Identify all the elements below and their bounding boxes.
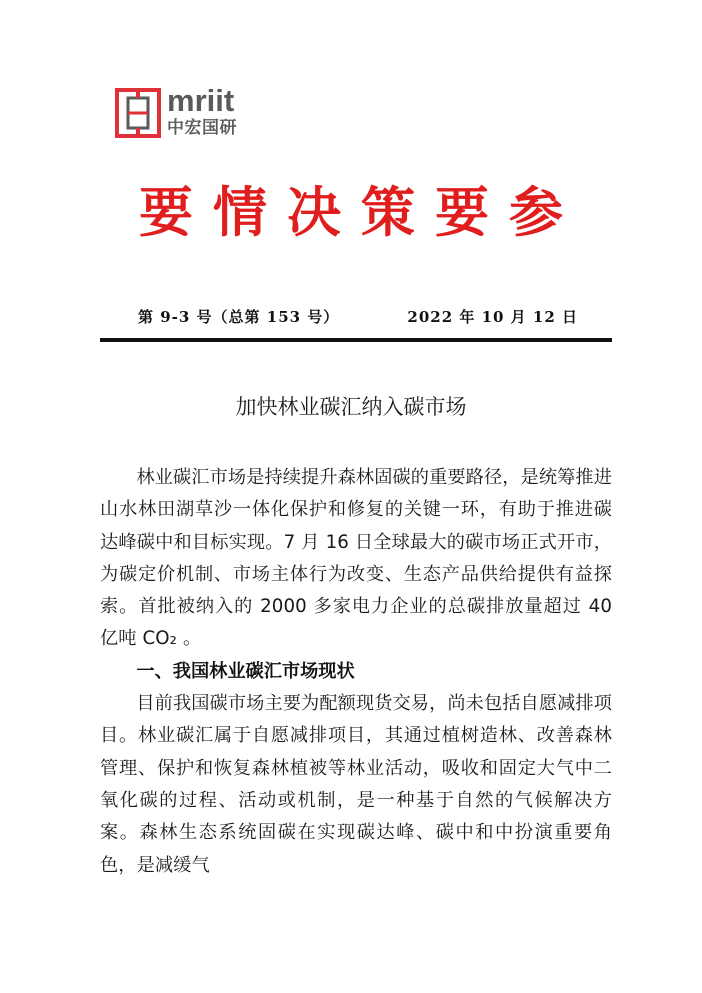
section-heading: 一、我国林业碳汇市场现状 <box>136 660 355 682</box>
logo <box>115 84 255 140</box>
issue-number: 第 9-3 号（总第 153 号） <box>138 308 340 326</box>
issue-row <box>100 305 612 329</box>
paragraph: 目前我国碳市场主要为配额现货交易，尚未包括自愿减排项目。林业碳汇属于自愿减排项目，其通过植树造林、改善森林管理、保护和恢复森林植被等林业活动，吸收和固定大气中二氧化碳的过程、活动或机制，是一种基于自然的气候解决方案。森林生态系统固碳在实现碳达峰、碳中和中扮演重要角色，是减缓气 <box>100 693 612 876</box>
article-body <box>100 462 612 882</box>
logo-mark-icon <box>115 88 161 138</box>
masthead-title: 要情决策要参 <box>139 181 583 244</box>
logo-chinese-text: 中宏国研 <box>167 118 237 138</box>
paragraph: 林业碳汇市场是持续提升森林固碳的重要路径，是统筹推进山水林田湖草沙一体化保护和修复的关键一环，有助于推进碳达峰碳中和目标实现。7 月 16 日全球最大的碳市场正式开市，为碳定价机制、市场主体行为改变、生态产品供给提供有益探索。首批被纳入的 2000 多家电力企业的总碳排放量超过 40 亿吨 CO₂ 。 <box>100 467 612 650</box>
logo-english-text: mriit <box>167 83 235 118</box>
header-divider <box>100 338 612 342</box>
issue-date: 2022 年 10 月 12 日 <box>407 308 578 326</box>
article-title: 加快林业碳汇纳入碳市场 <box>235 395 467 419</box>
